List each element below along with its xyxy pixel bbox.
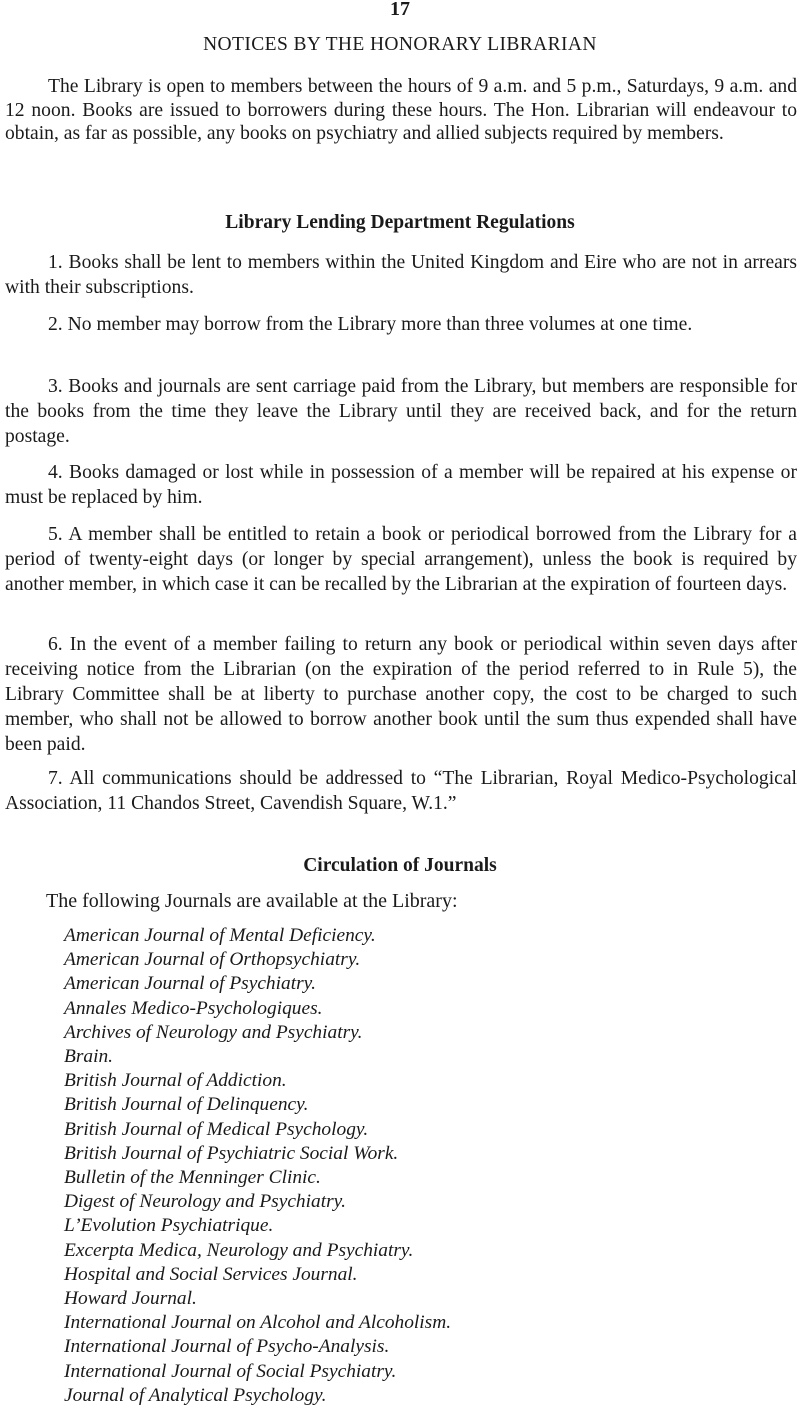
journal-item: International Journal of Social Psychiatry. bbox=[64, 1360, 397, 1382]
rule-2: 2. No member may borrow from the Library more than three volumes at one time. bbox=[48, 314, 693, 335]
page-number: 17 bbox=[390, 0, 410, 20]
rule-5: 5. A member shall be entitled to retain a book or periodical borrowed from the Library for a period of twenty-eight days (or longer by special arrangement), unless the book is required by another member, in which case it can be recalled by the Librarian at the expiration of fourteen days. bbox=[5, 524, 797, 595]
journal-item: Archives of Neurology and Psychiatry. bbox=[64, 1021, 363, 1043]
rule-4: 4. Books damaged or lost while in possession of a member will be repaired at his expense or must be replaced by him. bbox=[5, 462, 797, 508]
journal-list bbox=[64, 924, 451, 1408]
journal-item: Excerpta Medica, Neurology and Psychiatry. bbox=[64, 1239, 414, 1261]
circulation-section-title: Circulation of Journals bbox=[303, 855, 497, 876]
journal-item: L’Evolution Psychiatrique. bbox=[64, 1215, 274, 1237]
journal-item: Journal of Analytical Psychology. bbox=[64, 1384, 327, 1406]
journal-item: British Journal of Psychiatric Social Work. bbox=[64, 1142, 399, 1164]
journal-item: Annales Medico-Psychologiques. bbox=[64, 997, 323, 1019]
journal-item: American Journal of Psychiatry. bbox=[64, 973, 317, 995]
journal-item: Brain. bbox=[64, 1046, 114, 1068]
page-heading: NOTICES BY THE HONORARY LIBRARIAN bbox=[203, 34, 597, 55]
journal-item: British Journal of Medical Psychology. bbox=[64, 1118, 369, 1140]
journal-item: International Journal on Alcohol and Alcoholism. bbox=[64, 1312, 452, 1334]
journal-item: Howard Journal. bbox=[64, 1288, 197, 1310]
journal-item: American Journal of Mental Deficiency. bbox=[64, 925, 376, 946]
journal-item: Digest of Neurology and Psychiatry. bbox=[64, 1191, 347, 1213]
journal-item: Hospital and Social Services Journal. bbox=[64, 1263, 358, 1285]
journals-intro: The following Journals are available at the Library: bbox=[46, 890, 458, 912]
journal-item: American Journal of Orthopsychiatry. bbox=[64, 949, 361, 971]
rule-7: 7. All communications should be addressed to “The Librarian, Royal Medico-Psychological Association, 11 Chandos Street, Cavendish Square, W.1.” bbox=[5, 768, 797, 814]
intro-paragraph: The Library is open to members between the hours of 9 a.m. and 5 p.m., Saturdays, 9 a.m. and 12 noon. Books are issued to borrowers during these hours. The Hon. Librarian will endeavour to obtain, as far as possible, any books on psychiatry and allied subjects required by members. bbox=[5, 76, 797, 144]
rule-6: 6. In the event of a member failing to return any book or periodical within seven days after receiving notice from the Librarian (on the expiration of the period referred to in Rule 5), the Library Committee shall be at liberty to purchase another copy, the cost to be charged to such member, who shall not be allowed to borrow another book until the sum thus expended shall have been paid. bbox=[5, 634, 797, 755]
lending-section-title: Library Lending Department Regulations bbox=[225, 212, 575, 233]
journal-item: Bulletin of the Menninger Clinic. bbox=[64, 1167, 321, 1189]
rule-1: 1. Books shall be lent to members within the United Kingdom and Eire who are not in arrears with their subscriptions. bbox=[5, 252, 797, 298]
journal-item: International Journal of Psycho-Analysis. bbox=[64, 1336, 390, 1358]
journal-item: British Journal of Delinquency. bbox=[64, 1094, 309, 1116]
rule-3: 3. Books and journals are sent carriage paid from the Library, but members are responsible for the books from the time they leave the Library until they are received back, and for the return postage. bbox=[5, 376, 797, 447]
journal-item: British Journal of Addiction. bbox=[64, 1070, 287, 1092]
